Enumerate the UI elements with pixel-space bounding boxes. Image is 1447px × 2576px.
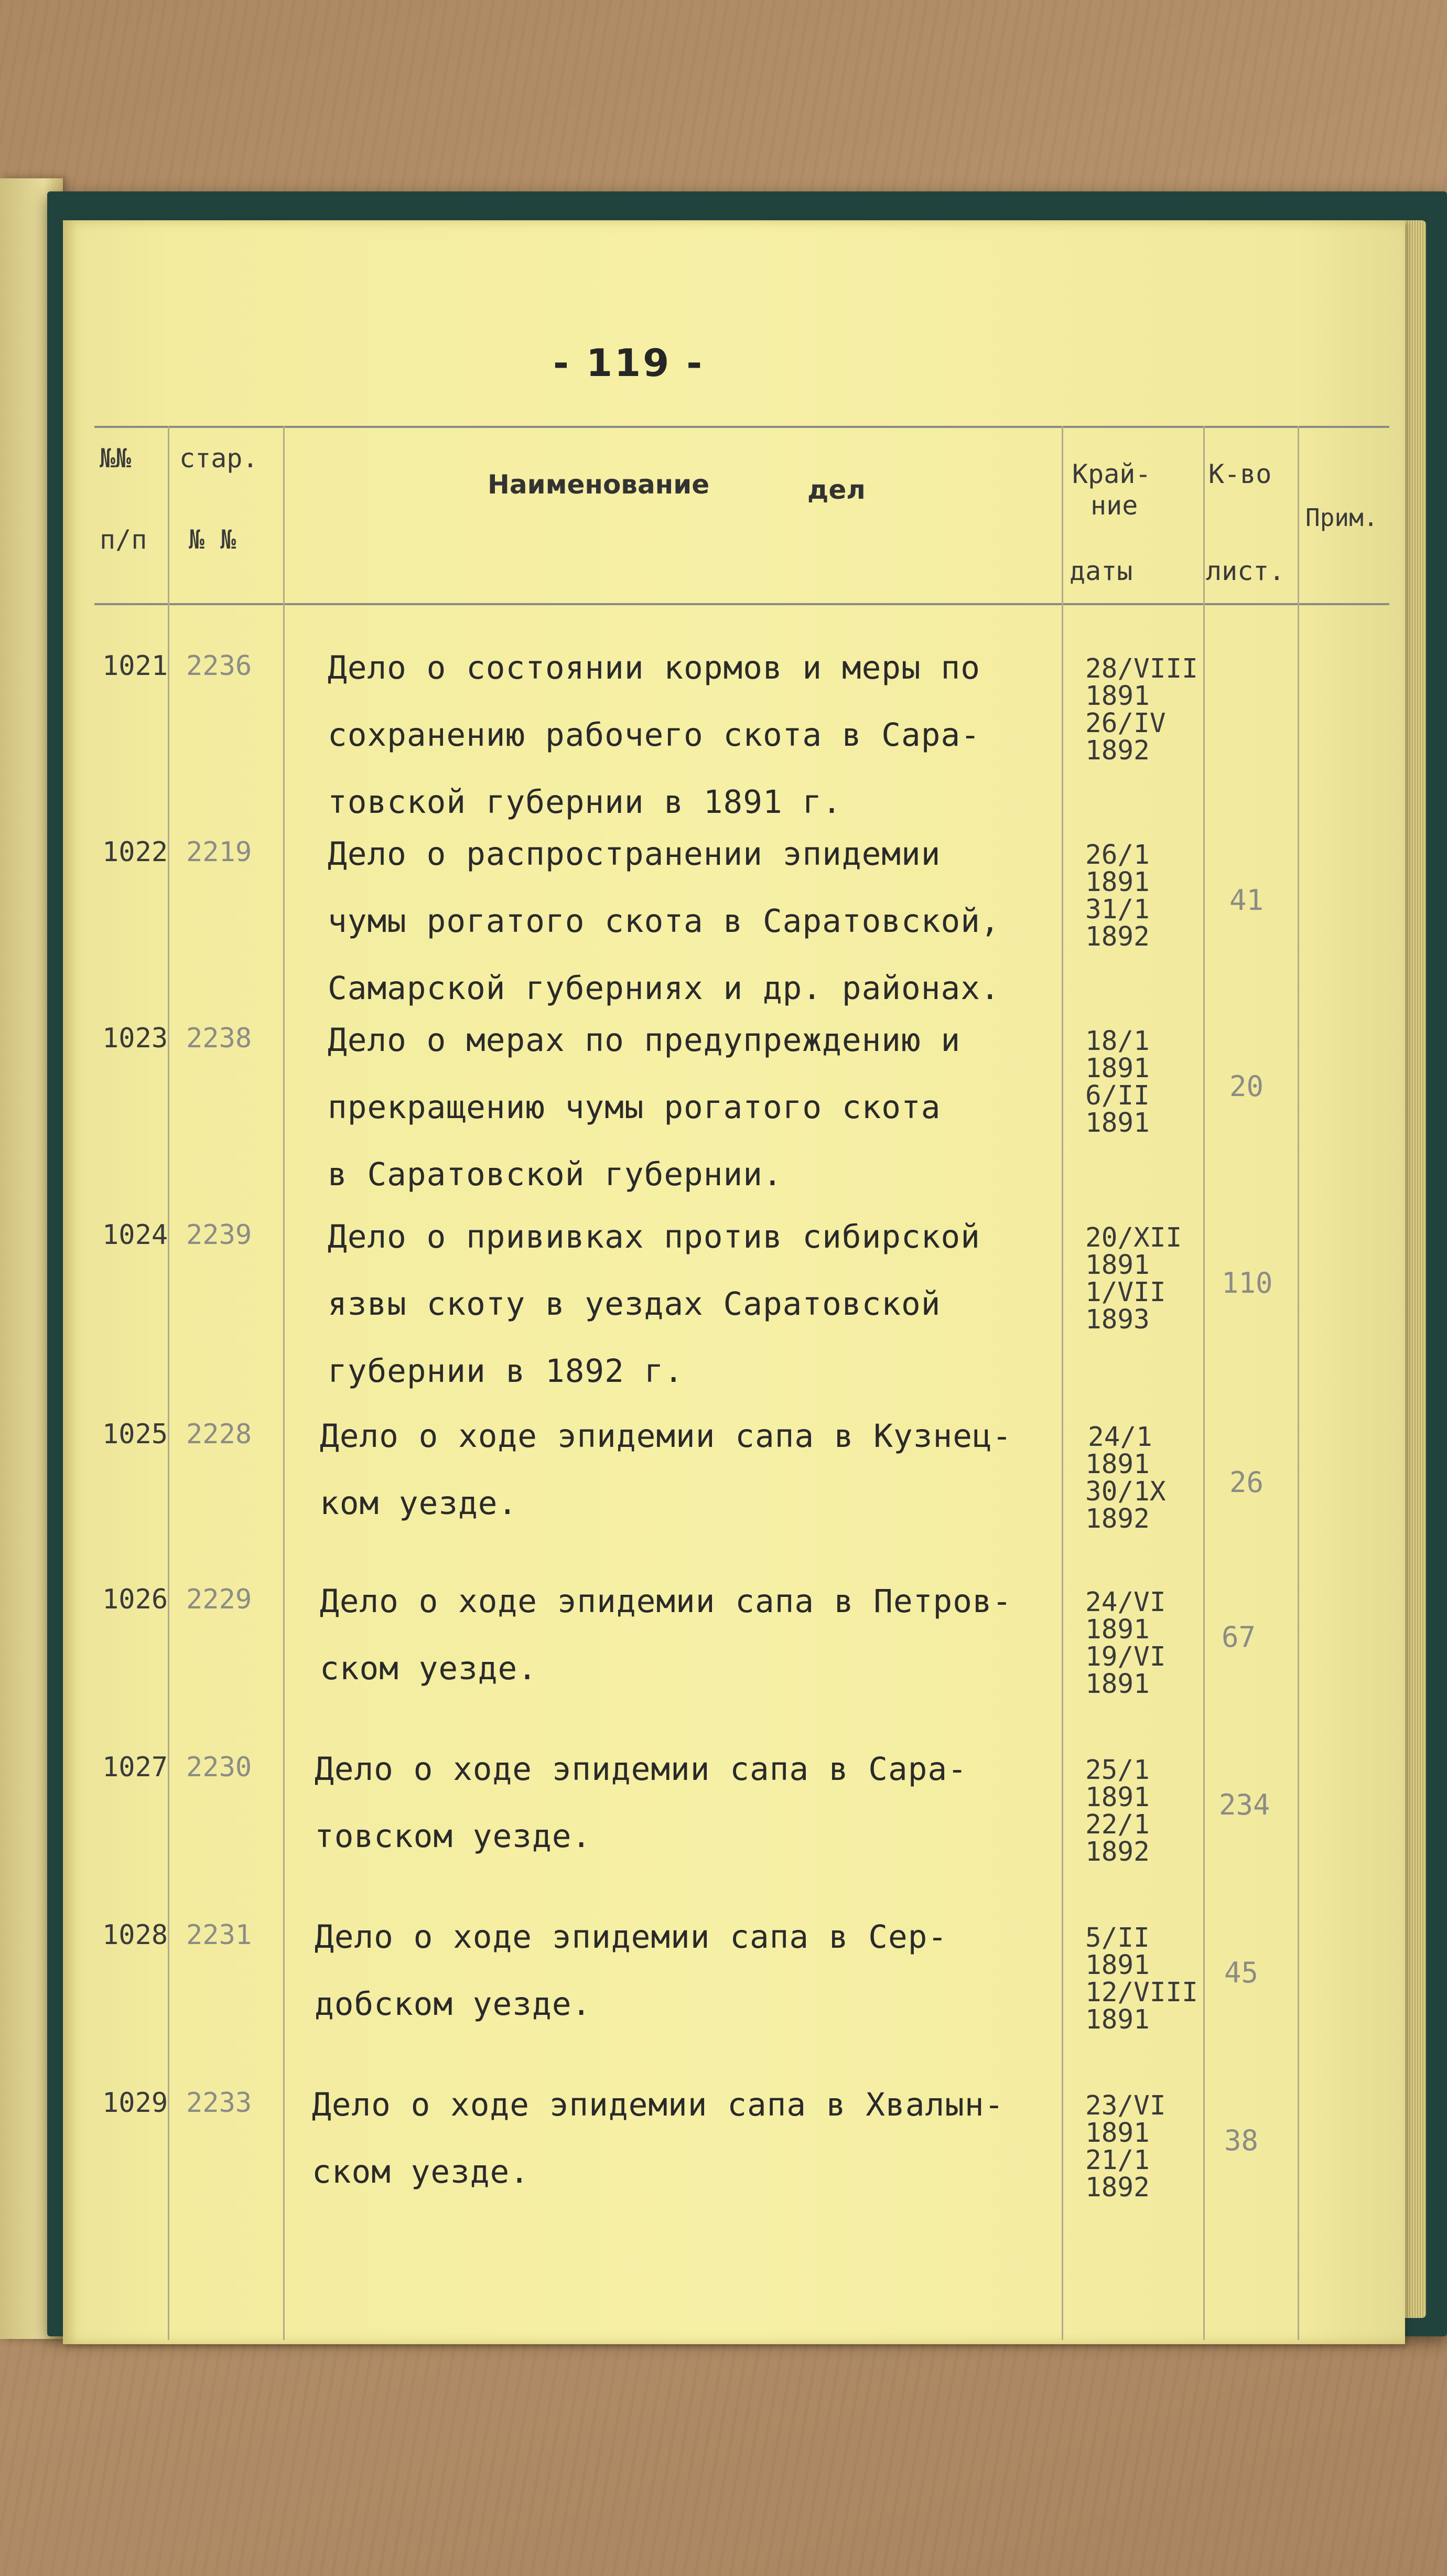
- row-date-to-year: 1892: [1085, 1504, 1150, 1534]
- row-number: 1028: [102, 1919, 168, 1951]
- row-date-from-year: 1891: [1085, 1782, 1150, 1813]
- header-title-left: Наименование: [488, 469, 710, 500]
- row-title-line: Дело о мерах по предупреждению и: [328, 1022, 961, 1059]
- row-date-from-year: 1891: [1085, 1250, 1150, 1281]
- row-title-line: ском уезде.: [320, 1650, 537, 1687]
- row-date-to: 6/II: [1085, 1080, 1150, 1111]
- row-title-line: губернии в 1892 г.: [328, 1353, 684, 1390]
- header-dates-line1: Край-: [1072, 459, 1151, 489]
- row-old-number: 2230: [186, 1752, 252, 1783]
- row-date-from: 5/II: [1085, 1923, 1150, 1954]
- row-date-from-year: 1891: [1085, 1449, 1150, 1480]
- column-rule-1: [168, 426, 169, 2340]
- row-sheet-count: 38: [1224, 2124, 1259, 2157]
- header-number-top: №№: [100, 443, 132, 474]
- row-date-from: 23/VI: [1085, 2090, 1166, 2121]
- column-rule-3: [1062, 426, 1063, 2340]
- row-old-number: 2229: [186, 1584, 252, 1615]
- row-sheet-count: 234: [1219, 1788, 1270, 1821]
- row-title-line: Дело о ходе эпидемии сапа в Хвалын-: [312, 2086, 1005, 2123]
- header-title-right: дел: [807, 475, 866, 505]
- row-title-line: Дело о ходе эпидемии сапа в Сара-: [315, 1751, 967, 1788]
- row-old-number: 2219: [186, 836, 252, 868]
- column-rule-2: [283, 426, 285, 2340]
- row-number: 1024: [102, 1219, 168, 1251]
- row-date-from: 26/1: [1085, 840, 1150, 871]
- inventory-page: [63, 220, 1405, 2344]
- row-date-to: 26/IV: [1085, 708, 1166, 739]
- row-sheet-count: 110: [1222, 1266, 1273, 1300]
- row-title-line: ком уезде.: [320, 1485, 518, 1522]
- row-date-to-year: 1891: [1085, 1108, 1150, 1139]
- row-number: 1022: [102, 836, 168, 868]
- row-number: 1025: [102, 1419, 168, 1450]
- row-date-from: 24/1: [1088, 1422, 1152, 1453]
- row-number: 1026: [102, 1584, 168, 1615]
- row-date-to-year: 1892: [1085, 1837, 1150, 1867]
- header-sheets-bottom: лист.: [1206, 556, 1285, 586]
- row-sheet-count: 45: [1224, 1956, 1259, 1989]
- row-number: 1027: [102, 1752, 168, 1783]
- row-title-line: Дело о ходе эпидемии сапа в Петров-: [320, 1583, 1012, 1620]
- row-title-line: Самарской губерниях и др. районах.: [328, 970, 1000, 1007]
- header-number-bottom: п/п: [100, 524, 147, 555]
- row-date-to: 30/1X: [1085, 1476, 1166, 1507]
- row-date-from: 18/1: [1085, 1026, 1150, 1057]
- row-sheet-count: 67: [1222, 1620, 1256, 1654]
- row-title-line: Дело о прививках против сибирской: [328, 1218, 980, 1255]
- header-sheets-top: К-во: [1208, 459, 1272, 489]
- row-date-to-year: 1892: [1085, 921, 1150, 952]
- row-date-from: 28/VIII: [1085, 653, 1198, 684]
- row-title-line: сохранению рабочего скота в Сара-: [328, 716, 980, 754]
- column-rule-5: [1298, 426, 1299, 2340]
- row-date-from: 24/VI: [1085, 1587, 1166, 1618]
- row-title-line: товской губернии в 1891 г.: [328, 783, 842, 821]
- row-date-from-year: 1891: [1085, 2118, 1150, 2149]
- column-rule-4: [1203, 426, 1205, 2340]
- row-title-line: Дело о состоянии кормов и меры по: [328, 649, 980, 686]
- row-date-to-year: 1893: [1085, 1304, 1150, 1335]
- row-date-to: 21/1: [1085, 2145, 1150, 2176]
- header-dates-line2: ние: [1090, 490, 1138, 521]
- row-date-from-year: 1891: [1085, 681, 1150, 712]
- row-old-number: 2233: [186, 2087, 252, 2119]
- row-title-line: чумы рогатого скота в Саратовской,: [328, 903, 1000, 940]
- row-date-from: 25/1: [1085, 1755, 1150, 1786]
- row-title-line: ском уезде.: [312, 2153, 530, 2191]
- row-title-line: язвы скоту в уездах Саратовской: [328, 1285, 941, 1323]
- row-sheet-count: 20: [1229, 1070, 1264, 1103]
- header-old-number-top: стар.: [179, 443, 258, 474]
- row-sheet-count: 26: [1229, 1466, 1264, 1499]
- row-date-from-year: 1891: [1085, 1053, 1150, 1084]
- row-old-number: 2238: [186, 1023, 252, 1054]
- row-date-to-year: 1891: [1085, 1669, 1150, 1700]
- header-top-rule: [94, 426, 1389, 428]
- row-date-to-year: 1892: [1085, 735, 1150, 766]
- row-old-number: 2228: [186, 1419, 252, 1450]
- row-date-to: 12/VIII: [1085, 1977, 1198, 2008]
- row-date-from-year: 1891: [1085, 1950, 1150, 1981]
- row-date-to: 31/1: [1085, 894, 1150, 925]
- row-date-to: 22/1: [1085, 1809, 1150, 1840]
- row-old-number: 2236: [186, 650, 252, 682]
- header-dates-line3: даты: [1070, 556, 1133, 586]
- row-date-to: 1/VII: [1085, 1277, 1166, 1308]
- row-sheet-count: 41: [1229, 884, 1264, 917]
- row-date-to-year: 1892: [1085, 2172, 1150, 2203]
- header-notes: Прим.: [1305, 503, 1378, 532]
- row-title-line: Дело о ходе эпидемии сапа в Сер-: [315, 1918, 948, 1956]
- row-title-line: Дело о распространении эпидемии: [328, 835, 941, 873]
- row-number: 1029: [102, 2087, 168, 2119]
- row-number: 1021: [102, 650, 168, 682]
- row-date-from: 20/XII: [1085, 1222, 1182, 1253]
- row-title-line: товском уезде.: [315, 1818, 592, 1855]
- row-date-from-year: 1891: [1085, 867, 1150, 898]
- row-number: 1023: [102, 1023, 168, 1054]
- row-date-to: 19/VI: [1085, 1641, 1166, 1672]
- row-old-number: 2231: [186, 1919, 252, 1951]
- row-old-number: 2239: [186, 1219, 252, 1251]
- row-title-line: Дело о ходе эпидемии сапа в Кузнец-: [320, 1418, 1012, 1455]
- header-bottom-rule: [94, 603, 1389, 605]
- row-date-from-year: 1891: [1085, 1614, 1150, 1645]
- page-number: - 119 -: [553, 341, 705, 385]
- row-title-line: добском уезде.: [315, 1985, 592, 2023]
- row-date-to-year: 1891: [1085, 2004, 1150, 2035]
- row-title-line: в Саратовской губернии.: [328, 1156, 783, 1193]
- header-old-number-bottom: № №: [189, 524, 236, 555]
- row-title-line: прекращению чумы рогатого скота: [328, 1089, 941, 1126]
